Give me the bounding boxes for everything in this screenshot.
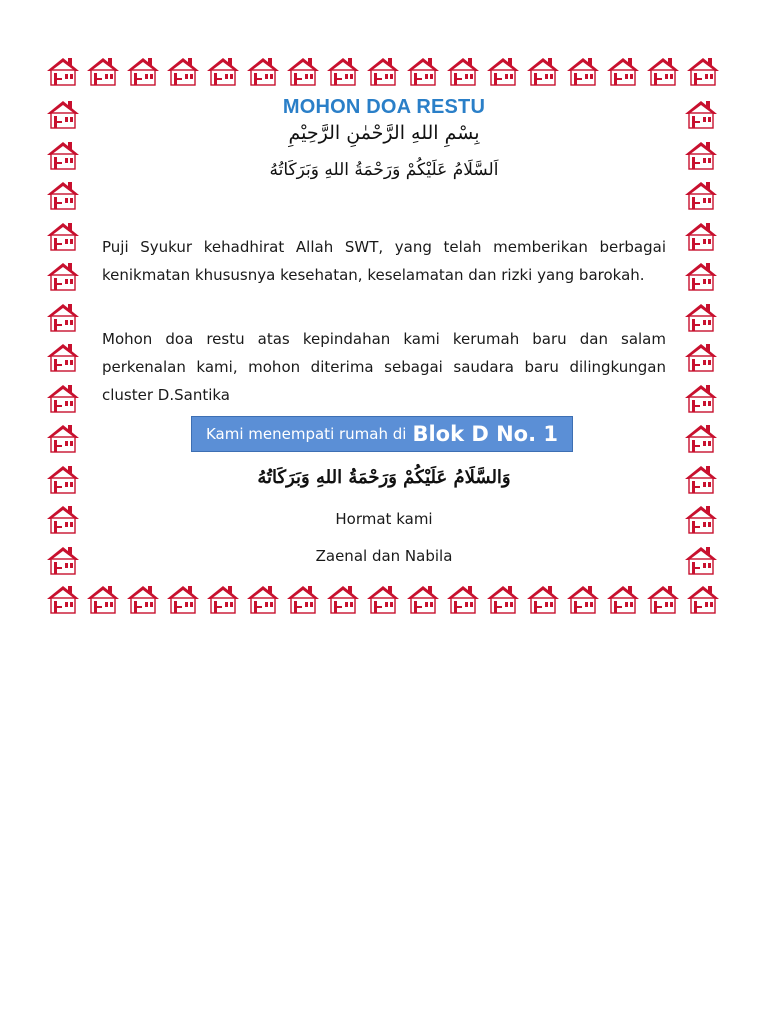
- house-icon: [406, 56, 440, 86]
- address-box: [191, 416, 573, 452]
- house-icon: [684, 180, 718, 210]
- paragraph-request: Mohon doa restu atas kepindahan kami kerumah baru dan salam perkenalan kami, mohon diterima sebagai saudara baru dilingkungan cluster D.Santika: [102, 330, 666, 404]
- house-icon: [366, 56, 400, 86]
- house-icon: [684, 383, 718, 413]
- house-icon: [446, 584, 480, 614]
- house-icon: [46, 56, 80, 86]
- house-icon: [684, 221, 718, 251]
- house-icon: [326, 56, 360, 86]
- house-icon: [286, 584, 320, 614]
- address-highlight: Blok D No. 1: [412, 422, 559, 446]
- house-icon: [686, 56, 720, 86]
- house-icon: [286, 56, 320, 86]
- house-icon: [446, 56, 480, 86]
- house-icon: [166, 584, 200, 614]
- page-title: MOHON DOA RESTU: [282, 96, 486, 118]
- house-icon: [566, 584, 600, 614]
- house-icon: [206, 584, 240, 614]
- house-icon: [606, 56, 640, 86]
- address-prefix: Kami menempati rumah di: [205, 425, 407, 443]
- paragraph-gratitude: Puji Syukur kehadhirat Allah SWT, yang telah memberikan berbagai kenikmatan khususnya kesehatan, keselamatan dan rizki yang barokah.: [102, 238, 666, 284]
- house-icon: [646, 584, 680, 614]
- house-icon: [86, 584, 120, 614]
- house-icon: [46, 261, 80, 291]
- bismillah-text: بِسْمِ اللهِ الرَّحْمٰنِ الرَّحِيْمِ: [288, 122, 480, 144]
- house-icon: [606, 584, 640, 614]
- house-icon: [46, 342, 80, 372]
- house-icon: [46, 180, 80, 210]
- house-icon: [46, 383, 80, 413]
- house-icon: [246, 56, 280, 86]
- house-icon: [486, 56, 520, 86]
- house-icon: [46, 423, 80, 453]
- house-icon: [126, 56, 160, 86]
- salam-closing: وَالسَّلَامُ عَلَيْكُمْ وَرَحْمَةُ اللهِ وَبَرَكَاتُهُ: [257, 467, 511, 488]
- house-icon: [206, 56, 240, 86]
- signatories-text: Zaenal dan Nabila: [315, 547, 453, 565]
- house-icon: [46, 221, 80, 251]
- house-icon: [46, 302, 80, 332]
- house-icon: [684, 423, 718, 453]
- house-icon: [684, 261, 718, 291]
- house-icon: [86, 56, 120, 86]
- house-icon: [166, 56, 200, 86]
- house-icon: [126, 584, 160, 614]
- house-icon: [366, 584, 400, 614]
- house-icon: [686, 584, 720, 614]
- house-icon: [406, 584, 440, 614]
- salam-opening: اَلسَّلَامُ عَلَيْكُمْ وَرَحْمَةُ اللهِ وَبَرَكَاتُهُ: [269, 160, 499, 180]
- house-icon: [684, 342, 718, 372]
- house-icon: [46, 584, 80, 614]
- house-icon: [526, 584, 560, 614]
- house-icon: [486, 584, 520, 614]
- house-icon: [326, 584, 360, 614]
- house-icon: [526, 56, 560, 86]
- regards-text: Hormat kami: [335, 510, 433, 528]
- house-icon: [646, 56, 680, 86]
- house-icon: [246, 584, 280, 614]
- house-icon: [684, 302, 718, 332]
- house-icon: [566, 56, 600, 86]
